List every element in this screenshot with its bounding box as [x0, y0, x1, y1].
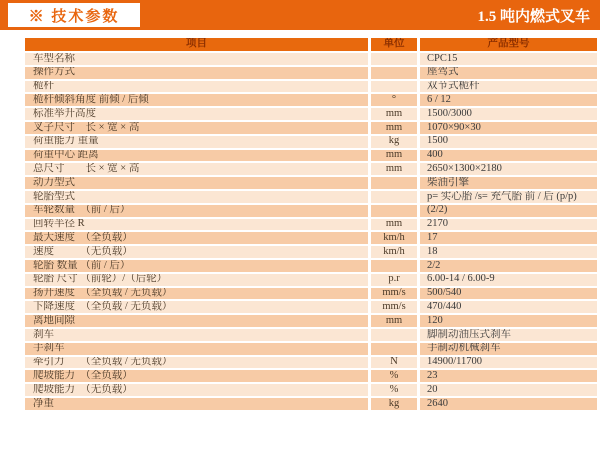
value-cell: 2640 [420, 398, 597, 410]
unit-cell [371, 177, 417, 189]
item-cell: 总尺寸 长 × 宽 × 高 [25, 163, 368, 175]
unit-cell: kg [371, 398, 417, 410]
item-cell: 车轮数量 （前 / 后） [25, 205, 368, 217]
value-cell: 18 [420, 246, 597, 258]
item-cell: 扬升速度 （全负载 / 无负载） [25, 288, 368, 300]
column-header-item: 项目 [25, 38, 368, 51]
item-cell: 操作方式 [25, 67, 368, 79]
value-cell: 17 [420, 232, 597, 244]
table-row [25, 163, 597, 175]
value-cell: 2170 [420, 219, 597, 231]
unit-cell: ° [371, 94, 417, 106]
value-cell: 120 [420, 315, 597, 327]
table-row [25, 384, 597, 396]
table-row [25, 329, 597, 341]
table-row [25, 357, 597, 369]
unit-cell: p.r [371, 274, 417, 286]
table-row [25, 232, 597, 244]
value-cell: 1070×90×30 [420, 122, 597, 134]
table-row [25, 81, 597, 93]
value-cell: 1500/3000 [420, 108, 597, 120]
unit-cell: mm [371, 219, 417, 231]
unit-cell: mm [371, 150, 417, 162]
value-cell: 14900/11700 [420, 357, 597, 369]
table-row [25, 219, 597, 231]
unit-cell [371, 343, 417, 355]
table-row [25, 398, 597, 410]
table-row [25, 53, 597, 65]
value-cell: 1500 [420, 136, 597, 148]
item-cell: 动力型式 [25, 177, 368, 189]
table-row [25, 246, 597, 258]
table-row [25, 136, 597, 148]
unit-cell: kg [371, 136, 417, 148]
value-cell: 双节式桅杆 [420, 81, 597, 93]
unit-cell: % [371, 384, 417, 396]
unit-cell: N [371, 357, 417, 369]
unit-cell [371, 81, 417, 93]
item-cell: 下降速度 （全负载 / 无负载） [25, 301, 368, 313]
value-cell: 400 [420, 150, 597, 162]
table-row [25, 122, 597, 134]
item-cell: 轮胎 尺寸 （前轮）/（后轮） [25, 274, 368, 286]
value-cell: 6 / 12 [420, 94, 597, 106]
unit-cell: % [371, 370, 417, 382]
unit-cell [371, 191, 417, 203]
table-body [25, 53, 597, 410]
section-badge-label: ※ 技术参数 [28, 8, 120, 25]
value-cell: 6.00-14 / 6.00-9 [420, 274, 597, 286]
table-row [25, 108, 597, 120]
item-cell: 叉子尺寸 长 × 宽 × 高 [25, 122, 368, 134]
column-header-unit: 单位 [371, 38, 417, 51]
value-cell: 500/540 [420, 288, 597, 300]
item-cell: 速度 （无负载） [25, 246, 368, 258]
table-header-row [25, 38, 597, 51]
table-row [25, 260, 597, 272]
unit-cell [371, 205, 417, 217]
unit-cell: mm [371, 108, 417, 120]
item-cell: 牵引力 （全负载 / 无负载） [25, 357, 368, 369]
item-cell: 标准举升高度 [25, 108, 368, 120]
table-row [25, 150, 597, 162]
header-bar [0, 0, 600, 30]
item-cell: 回转半径 R [25, 219, 368, 231]
item-cell: 轮胎型式 [25, 191, 368, 203]
unit-cell: mm [371, 315, 417, 327]
unit-cell [371, 329, 417, 341]
value-cell: CPC15 [420, 53, 597, 65]
table-row [25, 370, 597, 382]
value-cell: 470/440 [420, 301, 597, 313]
table-row [25, 94, 597, 106]
table-row [25, 301, 597, 313]
table-row [25, 205, 597, 217]
item-cell: 桅杆倾斜角度 前倾 / 后倾 [25, 94, 368, 106]
unit-cell: mm/s [371, 301, 417, 313]
item-cell: 荷重能力 重量 [25, 136, 368, 148]
item-cell: 净重 [25, 398, 368, 410]
item-cell: 爬坡能力 （无负载） [25, 384, 368, 396]
spec-table [25, 38, 597, 410]
table-row [25, 274, 597, 286]
table-row [25, 315, 597, 327]
item-cell: 爬坡能力 （全负载） [25, 370, 368, 382]
item-cell: 最大速度 （全负载） [25, 232, 368, 244]
column-header-model: 产品型号 [420, 38, 597, 51]
section-badge [8, 3, 140, 27]
value-cell: 座驾式 [420, 67, 597, 79]
table-row [25, 67, 597, 79]
item-cell: 车型名称 [25, 53, 368, 65]
item-cell: 手刹车 [25, 343, 368, 355]
value-cell: 柴油引擎 [420, 177, 597, 189]
value-cell: (2/2) [420, 205, 597, 217]
unit-cell [371, 53, 417, 65]
value-cell: p= 实心胎 /s= 充气胎 前 / 后 (p/p) [420, 191, 597, 203]
unit-cell [371, 67, 417, 79]
value-cell: 脚制动油压式刹车 [420, 329, 597, 341]
unit-cell [371, 260, 417, 272]
item-cell: 桅杆 [25, 81, 368, 93]
unit-cell: mm/s [371, 288, 417, 300]
unit-cell: mm [371, 122, 417, 134]
value-cell: 20 [420, 384, 597, 396]
unit-cell: mm [371, 163, 417, 175]
table-row [25, 343, 597, 355]
value-cell: 手制动机械刹车 [420, 343, 597, 355]
item-cell: 荷重中心 距离 [25, 150, 368, 162]
value-cell: 23 [420, 370, 597, 382]
table-row [25, 177, 597, 189]
item-cell: 轮胎 数量 （前 / 后） [25, 260, 368, 272]
page-title: 1.5 吨内燃式叉车 [477, 8, 590, 25]
unit-cell: km/h [371, 246, 417, 258]
item-cell: 离地间隙 [25, 315, 368, 327]
table-row [25, 191, 597, 203]
value-cell: 2/2 [420, 260, 597, 272]
item-cell: 刹车 [25, 329, 368, 341]
table-row [25, 288, 597, 300]
unit-cell: km/h [371, 232, 417, 244]
value-cell: 2650×1300×2180 [420, 163, 597, 175]
